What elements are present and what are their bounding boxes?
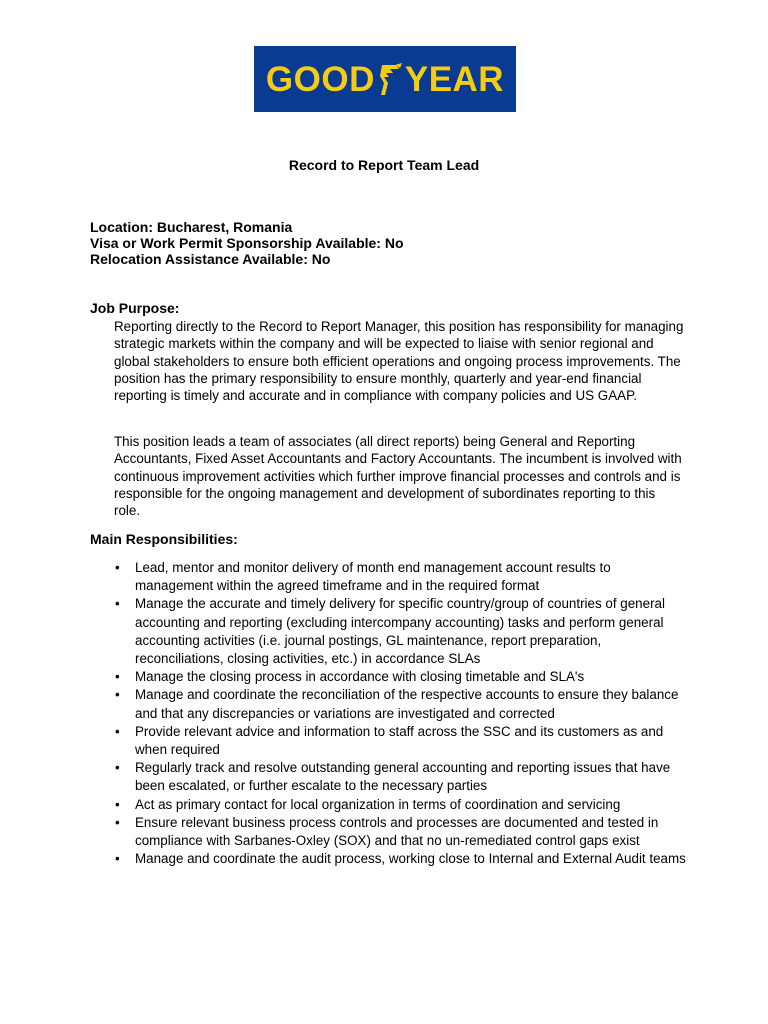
logo-wordmark <box>266 61 504 97</box>
list-item: • Manage the closing process in accordance with closing timetable and SLA's <box>112 668 692 686</box>
company-logo <box>254 46 516 112</box>
job-purpose-paragraph-2: This position leads a team of associates (all direct reports) being General and Reporting Accountants, Fixed Asset Accountants and Factory Accountants. The incumbent is involved with continuous improvement activities which further improve financial processes and controls and is responsible for the ongoing management and development of subordinates reporting to this role. <box>114 434 682 519</box>
wingfoot-icon <box>376 61 404 97</box>
responsibilities-heading: Main Responsibilities: <box>90 531 238 547</box>
job-purpose-paragraph-1: Reporting directly to the Record to Report Manager, this position has responsibility for managing strategic markets within the company and will be expected to liaise with senior regional and global stakeholders to ensure both efficient operations and ongoing process improvements. The position has the primary responsibility to ensure monthly, quarterly and year-end financial reporting is timely and accurate and in compliance with company policies and US GAAP. <box>114 319 684 404</box>
page-title: Record to Report Team Lead <box>288 157 480 173</box>
list-item: • Provide relevant advice and information to staff across the SSC and its customers as and when required <box>112 723 692 759</box>
relocation-line: Relocation Assistance Available: No <box>90 251 331 267</box>
visa-line: Visa or Work Permit Sponsorship Available: No <box>90 235 404 251</box>
responsibilities-list <box>112 559 692 868</box>
list-item: • Act as primary contact for local organization in terms of coordination and servicing <box>112 796 692 814</box>
job-meta <box>90 219 404 267</box>
list-item: • Manage the accurate and timely delivery for specific country/group of countries of general accounting and reporting (excluding intercompany accounting) tasks and perform general accounting activities (i.e. journal postings, GL maintenance, report preparation, reconciliations, closing activities, etc.) in accordance SLAs <box>112 595 692 668</box>
job-purpose-heading: Job Purpose: <box>90 300 180 316</box>
list-item: • Lead, mentor and monitor delivery of month end management account results to management within the agreed timeframe and in the required format <box>112 559 692 595</box>
list-item: • Regularly track and resolve outstanding general accounting and reporting issues that have been escalated, or further escalate to the necessary parties <box>112 759 692 795</box>
list-item: • Ensure relevant business process controls and processes are documented and tested in compliance with Sarbanes-Oxley (SOX) and that no un-remediated control gaps exist <box>112 814 692 850</box>
list-item: • Manage and coordinate the reconciliation of the respective accounts to ensure they balance and that any discrepancies or variations are investigated and corrected <box>112 686 692 722</box>
list-item: • Manage and coordinate the audit process, working close to Internal and External Audit teams <box>112 850 692 868</box>
logo-text-good: GOOD <box>265 59 375 99</box>
logo-text-year: YEAR <box>404 59 505 99</box>
location-line: Location: Bucharest, Romania <box>90 219 293 235</box>
